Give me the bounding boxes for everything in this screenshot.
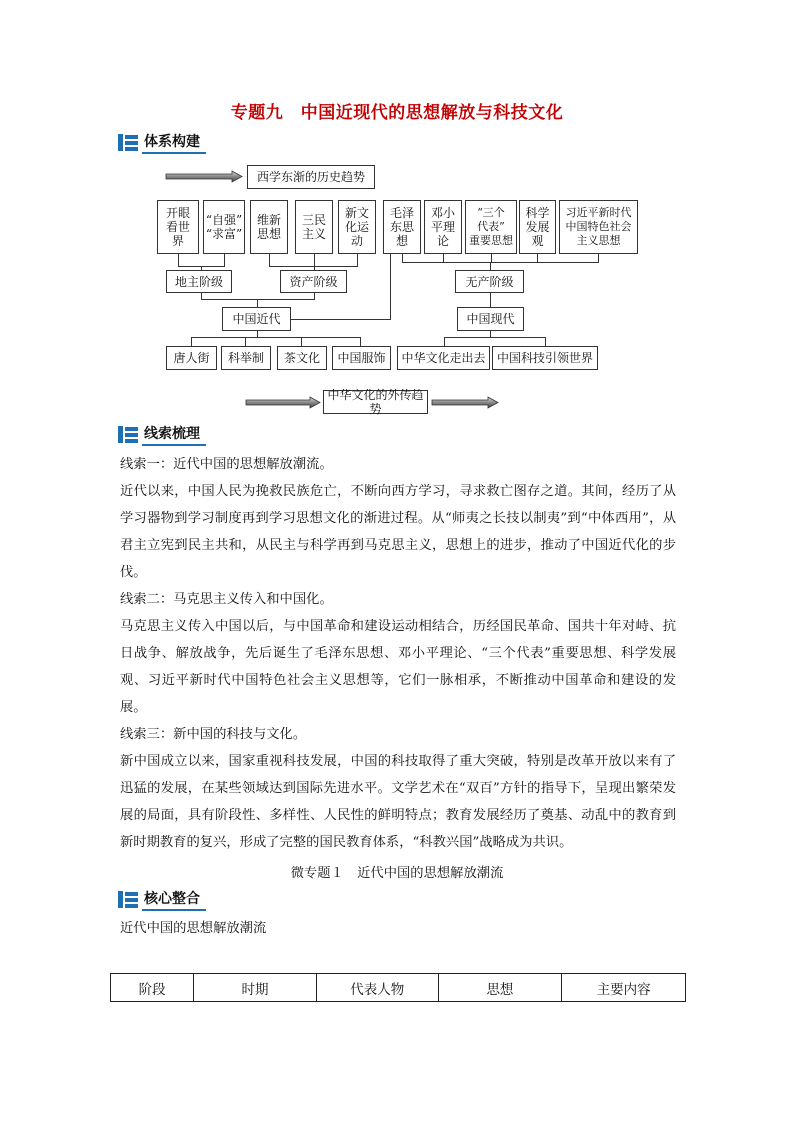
section-header-core: [118, 889, 206, 909]
thought-box: 开眼 看世 界: [157, 200, 199, 254]
table-header-cell: 代表人物: [316, 974, 438, 1002]
section-title: 核心整合: [142, 888, 206, 911]
thought-box: 习近平新时代 中国特色社会 主义思想: [559, 200, 638, 254]
thought-box: 新文 化运 动: [338, 200, 376, 254]
era-box-contemporary: 中国现代: [457, 307, 524, 331]
clue-paragraph: 马克思主义传入中国以后，与中国革命和建设运动相结合，历经国民革命、国共十年对峙、抗日战争、解放战争，先后诞生了毛泽东思想、邓小平理论、“三个代表”重要思想、科学发展观、习近平新时代中国特色社会主义思想等，它们一脉相承，不断推动中国革命和建设的发展。: [120, 619, 676, 715]
thought-box: 邓小 平理 论: [424, 200, 462, 254]
culture-box: 中华文化走出去: [397, 346, 490, 370]
thought-box: 三民 主义: [295, 200, 333, 254]
thought-box: 维新 思想: [250, 200, 288, 254]
section-title: 体系构建: [142, 131, 206, 154]
core-intro: 近代中国的思想解放潮流: [120, 921, 267, 936]
page-title: 专题九 中国近现代的思想解放与科技文化: [230, 103, 564, 123]
culture-box: 中国服饰: [332, 346, 391, 370]
thought-box: 科学 发展 观: [519, 200, 556, 254]
culture-box: 科举制: [221, 346, 271, 370]
class-box-proletariat: 无产阶级: [455, 270, 524, 293]
clue-heading: 线索一：近代中国的思想解放潮流。: [120, 457, 333, 472]
thought-box: 毛泽 东思 想: [383, 200, 421, 254]
section-icon: [118, 891, 138, 908]
clue-heading: 线索三：新中国的科技与文化。: [120, 727, 307, 742]
thought-box: “三个 代表” 重要思想: [465, 200, 517, 254]
era-box-modern: 中国近代: [222, 307, 291, 331]
culture-box: 中国科技引领世界: [492, 346, 598, 370]
top-trend-box: 西学东渐的历史趋势: [247, 165, 375, 189]
table-header-row: [111, 974, 686, 1002]
section-title: 线索梳理: [142, 423, 206, 446]
table-header-cell: 主要内容: [562, 974, 686, 1002]
table-header-cell: 阶段: [111, 974, 194, 1002]
summary-table: [110, 973, 686, 1002]
clue-paragraph: 近代以来，中国人民为挽救民族危亡，不断向西方学习，寻求救亡图存之道。其间，经历了从学习器物到学习制度再到学习思想文化的渐进过程。从“师夷之长技以制夷”到“中体西用”，从君主立宪到民主共和，从民主与科学再到马克思主义，思想上的进步，推动了中国近代化的步伐。: [120, 484, 676, 580]
bottom-trend-box: 中华文化的外传趋势: [323, 390, 428, 414]
section-header-clues: [118, 424, 206, 444]
culture-box: 茶文化: [277, 346, 327, 370]
thought-box: “自强” “求富”: [203, 200, 245, 254]
table-header-cell: 思想: [438, 974, 562, 1002]
class-box-landlord: 地主阶级: [166, 270, 232, 293]
class-box-bourgeois: 资产阶级: [280, 270, 347, 293]
micro-topic-title: 微专题１ 近代中国的思想解放潮流: [290, 866, 504, 881]
table-header-cell: 时期: [194, 974, 317, 1002]
clue-heading: 线索二：马克思主义传入和中国化。: [120, 592, 333, 607]
arrow-right-icon: [246, 397, 320, 408]
arrow-right-icon: [166, 171, 242, 182]
arrow-right-icon: [432, 397, 498, 408]
section-icon: [118, 426, 138, 443]
clue-paragraph: 新中国成立以来，国家重视科技发展，中国的科技取得了重大突破，特别是改革开放以来有了迅猛的发展，在某些领域达到国际先进水平。文学艺术在“双百”方针的指导下，呈现出繁荣发展的局面，具有阶段性、多样性、人民性的鲜明特点；教育发展经历了奠基、动乱中的教育到新时期教育的复兴，形成了完整的国民教育体系，“科教兴国”战略成为共识。: [120, 754, 676, 850]
culture-box: 唐人街: [166, 346, 217, 370]
